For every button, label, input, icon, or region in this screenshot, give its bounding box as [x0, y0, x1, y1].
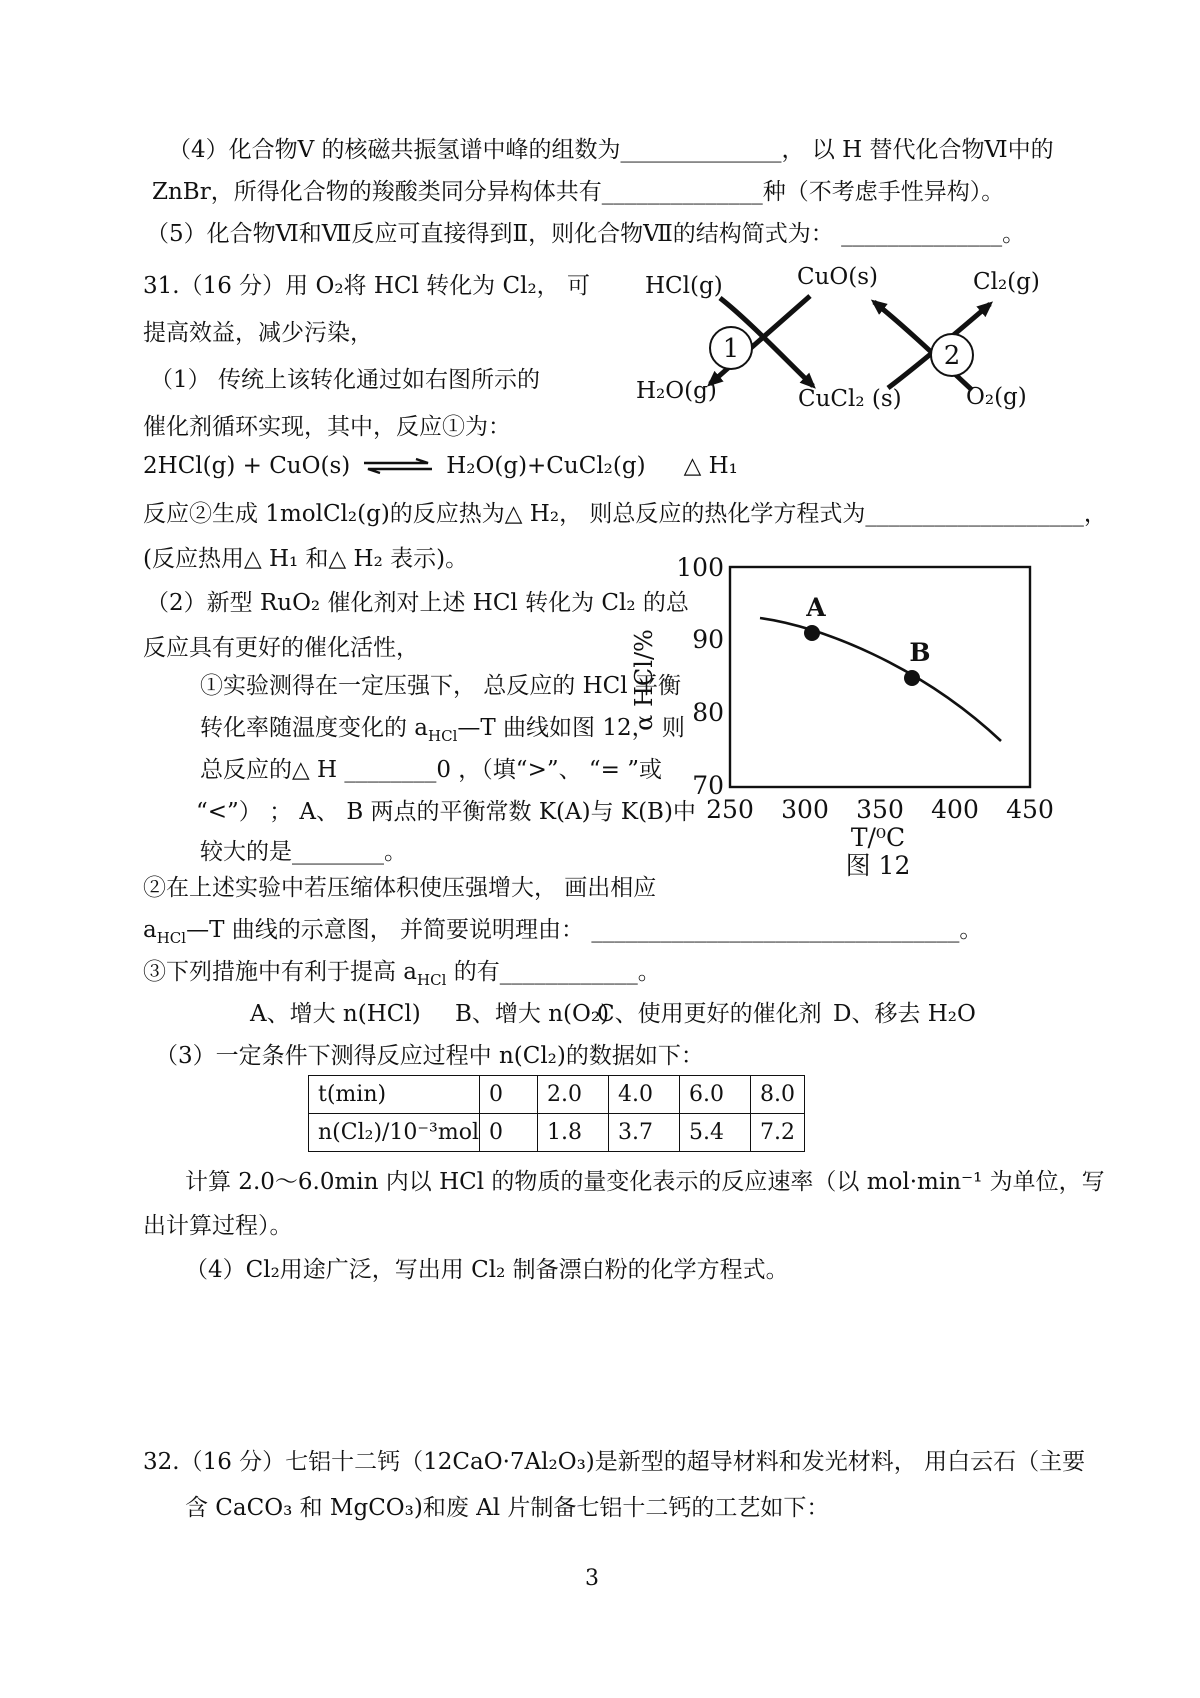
plot-area: [730, 567, 1030, 787]
cycle-label-h2o: H₂O(g): [636, 378, 717, 404]
q31-sub1-line5: 较大的是________。: [200, 839, 407, 865]
q31-part4-line: （4）Cl₂用途广泛，写出用 Cl₂ 制备漂白粉的化学方程式。: [185, 1257, 789, 1283]
q31-part1-line2: 催化剂循环实现，其中，反应①为：: [143, 414, 511, 440]
point-B-marker: [904, 670, 920, 686]
equation-right: H₂O(g)+CuCl₂(g): [446, 453, 646, 479]
ytick-80: 80: [692, 698, 724, 727]
q31-sub1-line1: ①实验测得在一定压强下， 总反应的 HCl 平衡: [200, 673, 681, 699]
cycle-label-cucl2: CuCl₂ (s): [798, 386, 902, 412]
cell-n-label: n(Cl₂)/10⁻³mol: [309, 1114, 480, 1152]
q31-part2-line2: 反应具有更好的催化活性，: [143, 635, 419, 661]
table-row-time: [309, 1076, 805, 1114]
cell-t-2: 2.0: [538, 1076, 609, 1114]
cell-t-label: t(min): [309, 1076, 480, 1114]
q32-line1: 32.（16 分）七铝十二钙（12CaO·7Al₂O₃)是新型的超导材料和发光材料， 用白云石（主要: [143, 1449, 1086, 1475]
equilibrium-arrow-icon: [358, 456, 438, 476]
xtick-300: 300: [781, 795, 829, 824]
sub2-line2-pre: a: [143, 917, 157, 943]
cell-n-2: 1.8: [538, 1114, 609, 1152]
q31-intro-line2: 提高效益，减少污染，: [143, 320, 373, 346]
q31-sub1-line3: 总反应的△ H ________0 ，（填“>”、 “= ”或: [200, 757, 663, 783]
cell-n-0: 0: [480, 1114, 538, 1152]
step2-number: 2: [943, 341, 961, 371]
xtick-250: 250: [706, 795, 754, 824]
q31-calc-line2: 出计算过程）。: [143, 1213, 293, 1239]
q31-sub1-line2: [200, 714, 685, 746]
q30-line-4b: ZnBr，所得化合物的羧酸类同分异构体共有______________种（不考虑手性异构）。: [152, 179, 1005, 205]
xtick-350: 350: [856, 795, 904, 824]
catalyst-cycle-diagram: [630, 258, 1050, 423]
cell-t-8: 8.0: [751, 1076, 805, 1114]
reaction1-equation: [143, 452, 738, 481]
sub3-pre: ③下列措施中有利于提高 a: [143, 959, 418, 985]
ytick-90: 90: [692, 625, 724, 654]
xtick-400: 400: [931, 795, 979, 824]
q30-line-4a: （4）化合物Ⅴ 的核磁共振氢谱中峰的组数为______________， 以 H 替代化合物Ⅵ中的: [168, 137, 1054, 163]
step1-number: 1: [722, 334, 740, 364]
cl2-data-table: [308, 1075, 805, 1152]
cycle-label-o2: O₂(g): [966, 384, 1027, 410]
point-A-label: A: [806, 593, 826, 622]
q31-heat-line2: (反应热用△ H₁ 和△ H₂ 表示)。: [143, 546, 469, 572]
q31-heat-line1: 反应②生成 1molCl₂(g)的反应热为△ H₂， 则总反应的热化学方程式为___________________，: [143, 501, 1107, 527]
figure12-chart: [620, 540, 1090, 885]
q31-sub2-line2: [143, 916, 982, 948]
q31-part3-line: （3）一定条件下测得反应过程中 n(Cl₂)的数据如下：: [155, 1043, 704, 1069]
cell-t-4: 4.0: [609, 1076, 680, 1114]
point-B-label: B: [909, 638, 931, 667]
xtick-450: 450: [1006, 795, 1054, 824]
ahcl-subscript: HCl: [428, 727, 458, 745]
ytick-70: 70: [692, 771, 724, 800]
q31-part2-line1: （2）新型 RuO₂ 催化剂对上述 HCl 转化为 Cl₂ 的总: [146, 590, 689, 616]
sub1-line2-post: —T 曲线如图 12， 则: [457, 715, 685, 741]
option-a: A、增大 n(HCl): [250, 1001, 421, 1027]
x-axis-label: T/⁰C: [850, 823, 906, 852]
point-A-marker: [804, 625, 820, 641]
ahcl-subscript: HCl: [417, 971, 447, 989]
sub2-line2-post: —T 曲线的示意图， 并简要说明理由： ________________________________。: [186, 917, 983, 943]
equation-left: 2HCl(g) + CuO(s): [143, 453, 351, 479]
sub1-line2-pre: 转化率随温度变化的 a: [200, 715, 429, 741]
conversion-curve: [760, 618, 1001, 741]
q31-calc-line1: 计算 2.0～6.0min 内以 HCl 的物质的量变化表示的反应速率（以 mol·min⁻¹ 为单位，写: [185, 1169, 1105, 1195]
figure-caption: 图 12: [845, 851, 911, 880]
sub3-post: 的有____________。: [446, 959, 661, 985]
option-b: B、增大 n(O₂): [455, 1001, 610, 1027]
ahcl-subscript: HCl: [156, 929, 187, 947]
cell-n-6: 5.4: [680, 1114, 751, 1152]
cycle-label-cuo: CuO(s): [797, 264, 879, 290]
q31-intro-line1: 31.（16 分）用 O₂将 HCl 转化为 Cl₂， 可: [143, 273, 590, 299]
q31-sub1-line4: “<”） ； A、 B 两点的平衡常数 K(A)与 K(B)中: [196, 799, 696, 825]
option-d: D、移去 H₂O: [833, 1001, 976, 1027]
option-c: C、使用更好的催化剂: [597, 1001, 822, 1027]
cell-n-8: 7.2: [751, 1114, 805, 1152]
q31-part1-line1: （1） 传统上该转化通过如右图所示的: [150, 367, 540, 393]
page-number: 3: [585, 1566, 599, 1591]
ytick-100: 100: [676, 553, 724, 582]
table-row-ncl2: [309, 1114, 805, 1152]
q32-line2: 含 CaCO₃ 和 MgCO₃)和废 Al 片制备七铝十二钙的工艺如下：: [185, 1495, 830, 1521]
cycle-label-cl2: Cl₂(g): [973, 269, 1040, 295]
q31-sub3-line: [143, 958, 661, 990]
q30-line-5: （5）化合物Ⅵ和Ⅶ反应可直接得到Ⅱ，则化合物Ⅶ的结构简式为： ______________。: [146, 221, 1026, 247]
y-axis-label: α HCl/%: [630, 629, 658, 731]
cell-t-6: 6.0: [680, 1076, 751, 1114]
cell-n-4: 3.7: [609, 1114, 680, 1152]
cycle-label-hcl: HCl(g): [645, 273, 723, 299]
cell-t-0: 0: [480, 1076, 538, 1114]
q31-sub2-line1: ②在上述实验中若压缩体积使压强增大， 画出相应: [143, 875, 657, 901]
equation-delta-h1: △ H₁: [683, 453, 738, 479]
